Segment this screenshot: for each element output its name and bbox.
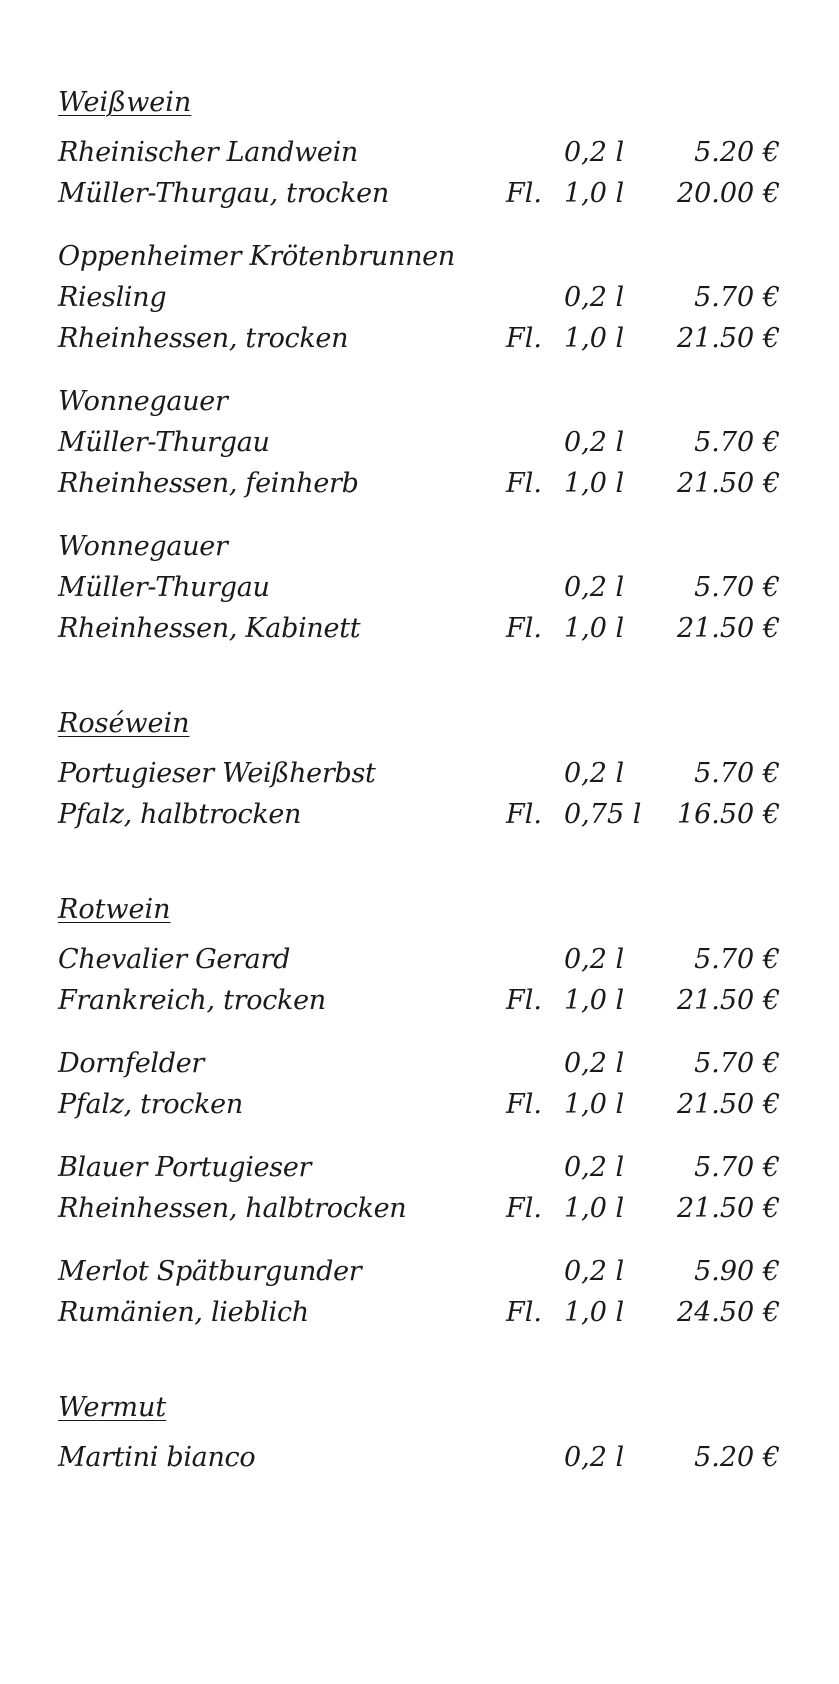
item-row: [58, 1188, 778, 1229]
item-row: [58, 1251, 778, 1292]
item-name: Rheinhessen, Kabinett: [58, 613, 361, 644]
item-volume: 1,0 l: [564, 178, 625, 209]
item-price: 16.50 €: [676, 799, 780, 830]
section-rosewein: [58, 701, 778, 835]
item-name: Portugieser Weißherbst: [58, 758, 376, 789]
item-row: [58, 422, 778, 463]
item-name: Frankreich, trocken: [58, 985, 326, 1016]
item-volume: 0,75 l: [564, 799, 642, 830]
item-unit: Fl.: [506, 1297, 542, 1328]
section-rotwein: [58, 887, 778, 1333]
item-price: 21.50 €: [676, 323, 780, 354]
item-unit: Fl.: [506, 178, 542, 209]
item-volume: 1,0 l: [564, 1089, 625, 1120]
section-title: Roséwein: [58, 708, 190, 739]
item-volume: 0,2 l: [564, 282, 625, 313]
menu-item: [58, 1437, 778, 1478]
item-price: 5.70 €: [694, 572, 780, 603]
section-title: Weißwein: [58, 87, 192, 118]
section-wermut: [58, 1385, 778, 1478]
item-name: Rheinischer Landwein: [58, 137, 359, 168]
section-title: Wermut: [58, 1392, 167, 1423]
item-name: Dornfelder: [58, 1048, 204, 1079]
item-price: 5.20 €: [694, 137, 780, 168]
menu-item: [58, 1251, 778, 1333]
item-row: [58, 381, 778, 422]
item-price: 21.50 €: [676, 1089, 780, 1120]
item-price: 24.50 €: [676, 1297, 780, 1328]
menu-item: [58, 753, 778, 835]
menu-item: [58, 132, 778, 214]
item-name: Rheinhessen, trocken: [58, 323, 349, 354]
item-row: [58, 608, 778, 649]
menu-item: [58, 1147, 778, 1229]
item-price: 5.70 €: [694, 944, 780, 975]
item-price: 5.70 €: [694, 427, 780, 458]
item-row: [58, 794, 778, 835]
item-name: Martini bianco: [58, 1442, 256, 1473]
item-volume: 0,2 l: [564, 137, 625, 168]
item-price: 21.50 €: [676, 1193, 780, 1224]
item-name: Chevalier Gerard: [58, 944, 291, 975]
item-name: Blauer Portugieser: [58, 1152, 312, 1183]
item-name: Rheinhessen, halbtrocken: [58, 1193, 407, 1224]
item-price: 5.70 €: [694, 1048, 780, 1079]
item-row: [58, 567, 778, 608]
item-unit: Fl.: [506, 799, 542, 830]
wine-menu: [58, 80, 778, 1500]
item-volume: 1,0 l: [564, 1297, 625, 1328]
item-row: [58, 173, 778, 214]
item-row: [58, 1292, 778, 1333]
item-name: Wonnegauer: [58, 531, 228, 562]
item-row: [58, 939, 778, 980]
item-price: 21.50 €: [676, 468, 780, 499]
item-row: [58, 1147, 778, 1188]
item-row: [58, 1437, 778, 1478]
item-unit: Fl.: [506, 323, 542, 354]
item-name: Riesling: [58, 282, 167, 313]
item-name: Pfalz, trocken: [58, 1089, 243, 1120]
item-price: 5.70 €: [694, 282, 780, 313]
item-volume: 0,2 l: [564, 1256, 625, 1287]
section-weisswein: [58, 80, 778, 649]
item-volume: 0,2 l: [564, 427, 625, 458]
item-row: [58, 1043, 778, 1084]
item-volume: 0,2 l: [564, 572, 625, 603]
item-volume: 0,2 l: [564, 944, 625, 975]
item-price: 5.90 €: [694, 1256, 780, 1287]
item-price: 21.50 €: [676, 613, 780, 644]
menu-item: [58, 526, 778, 649]
item-price: 5.20 €: [694, 1442, 780, 1473]
menu-item: [58, 381, 778, 504]
item-name: Rumänien, lieblich: [58, 1297, 309, 1328]
menu-item: [58, 1043, 778, 1125]
item-name: Wonnegauer: [58, 386, 228, 417]
item-unit: Fl.: [506, 985, 542, 1016]
item-volume: 0,2 l: [564, 1048, 625, 1079]
menu-item: [58, 939, 778, 1021]
item-row: [58, 463, 778, 504]
item-volume: 0,2 l: [564, 1152, 625, 1183]
item-price: 5.70 €: [694, 1152, 780, 1183]
item-volume: 1,0 l: [564, 1193, 625, 1224]
item-row: [58, 132, 778, 173]
item-row: [58, 318, 778, 359]
item-unit: Fl.: [506, 468, 542, 499]
item-row: [58, 277, 778, 318]
item-volume: 1,0 l: [564, 613, 625, 644]
item-name: Müller-Thurgau, trocken: [58, 178, 389, 209]
menu-item: [58, 236, 778, 359]
item-row: [58, 526, 778, 567]
item-price: 21.50 €: [676, 985, 780, 1016]
item-price: 5.70 €: [694, 758, 780, 789]
item-volume: 0,2 l: [564, 1442, 625, 1473]
item-volume: 1,0 l: [564, 985, 625, 1016]
item-row: [58, 236, 778, 277]
item-unit: Fl.: [506, 1089, 542, 1120]
item-row: [58, 1084, 778, 1125]
item-row: [58, 753, 778, 794]
item-volume: 0,2 l: [564, 758, 625, 789]
item-name: Müller-Thurgau: [58, 572, 270, 603]
item-name: Müller-Thurgau: [58, 427, 270, 458]
item-name: Pfalz, halbtrocken: [58, 799, 302, 830]
section-title: Rotwein: [58, 894, 171, 925]
item-volume: 1,0 l: [564, 323, 625, 354]
item-row: [58, 980, 778, 1021]
item-price: 20.00 €: [676, 178, 780, 209]
item-unit: Fl.: [506, 1193, 542, 1224]
item-name: Oppenheimer Krötenbrunnen: [58, 241, 455, 272]
item-unit: Fl.: [506, 613, 542, 644]
item-volume: 1,0 l: [564, 468, 625, 499]
item-name: Rheinhessen, feinherb: [58, 468, 359, 499]
item-name: Merlot Spätburgunder: [58, 1256, 362, 1287]
